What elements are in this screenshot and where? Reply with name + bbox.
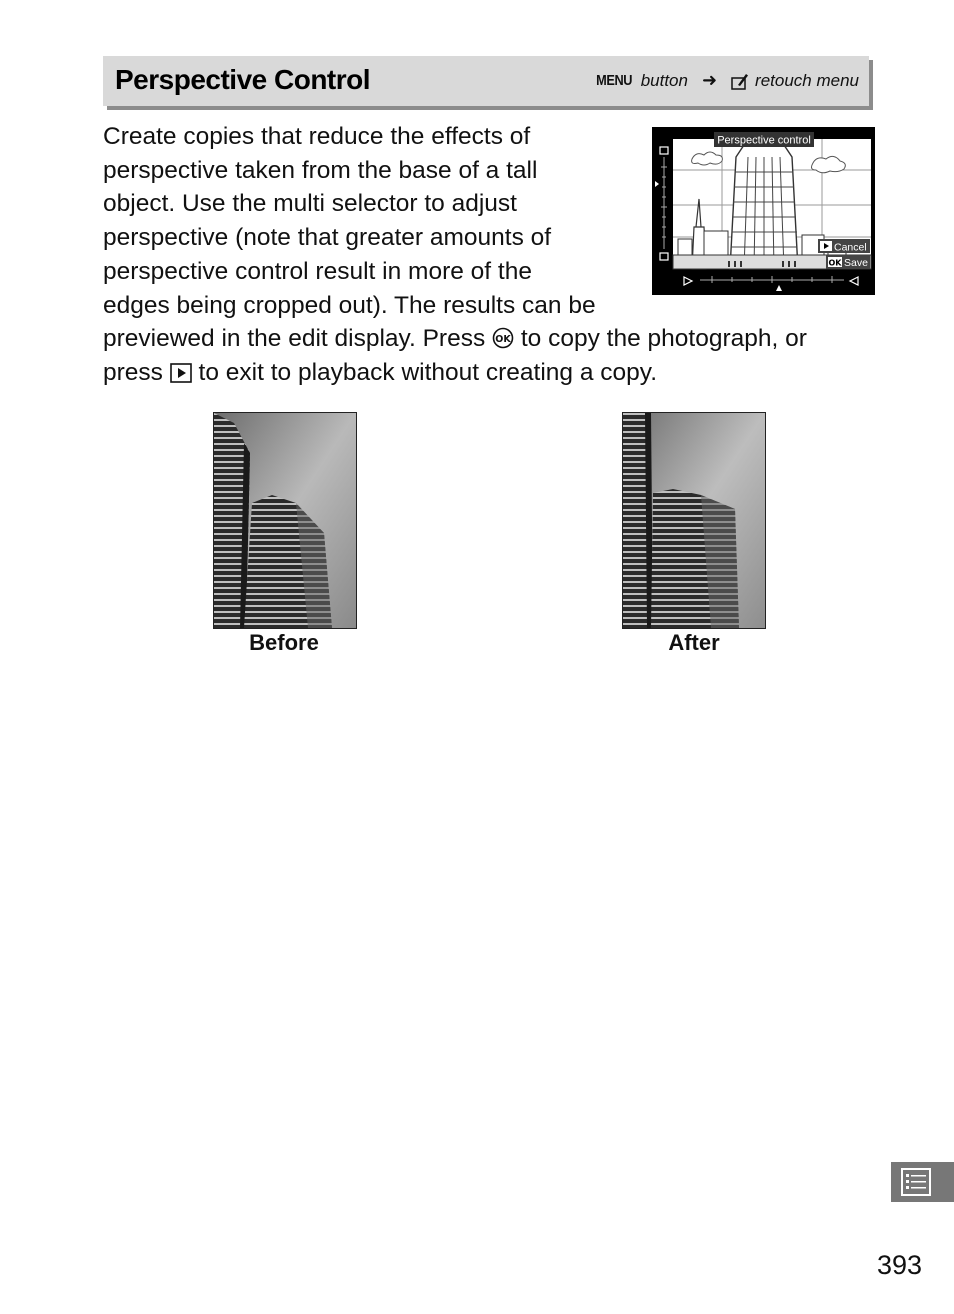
para-text: previewed in the edit display. Press	[103, 325, 486, 353]
lcd-save-label: Save	[844, 257, 868, 269]
para-line	[103, 356, 873, 390]
page-number: 393	[876, 1250, 922, 1280]
para-text: press	[103, 358, 163, 386]
para-line: object. Use the multi selector to adjust	[103, 190, 517, 218]
para-line	[103, 322, 873, 356]
before-photo	[213, 412, 357, 629]
lcd-cancel-label: Cancel	[834, 241, 867, 254]
para-line: edges being cropped out). The results can be	[103, 291, 596, 319]
camera-screen-illustration	[652, 127, 875, 295]
after-photo	[622, 412, 766, 629]
para-line: perspective (note that greater amounts of	[103, 224, 552, 252]
arrow-icon: ➜	[701, 70, 718, 90]
lcd-title: Perspective control	[717, 134, 811, 147]
para-text: to copy the photograph, or	[520, 325, 807, 353]
svg-text:OK: OK	[495, 334, 511, 346]
crumb-button-text: button	[640, 70, 688, 90]
section-header	[103, 56, 869, 106]
lcd-ok-label: OK	[828, 258, 842, 268]
menu-button-label: MENU	[595, 72, 632, 89]
retouch-menu-icon	[731, 72, 749, 90]
after-caption: After	[668, 630, 720, 655]
breadcrumb	[593, 70, 859, 91]
playback-button-icon	[170, 363, 192, 383]
menu-list-icon	[901, 1168, 931, 1196]
page-title: Perspective Control	[115, 64, 371, 95]
para-line: Create copies that reduce the effects of	[103, 123, 531, 150]
before-caption: Before	[249, 630, 319, 655]
para-line: perspective control result in more of the	[103, 257, 532, 285]
ok-button-icon	[492, 327, 514, 349]
section-tab	[891, 1162, 954, 1202]
crumb-menu-text: retouch menu	[755, 70, 859, 90]
para-text: to exit to playback without creating a copy.	[198, 358, 658, 386]
para-line: perspective taken from the base of a tall	[103, 156, 538, 184]
